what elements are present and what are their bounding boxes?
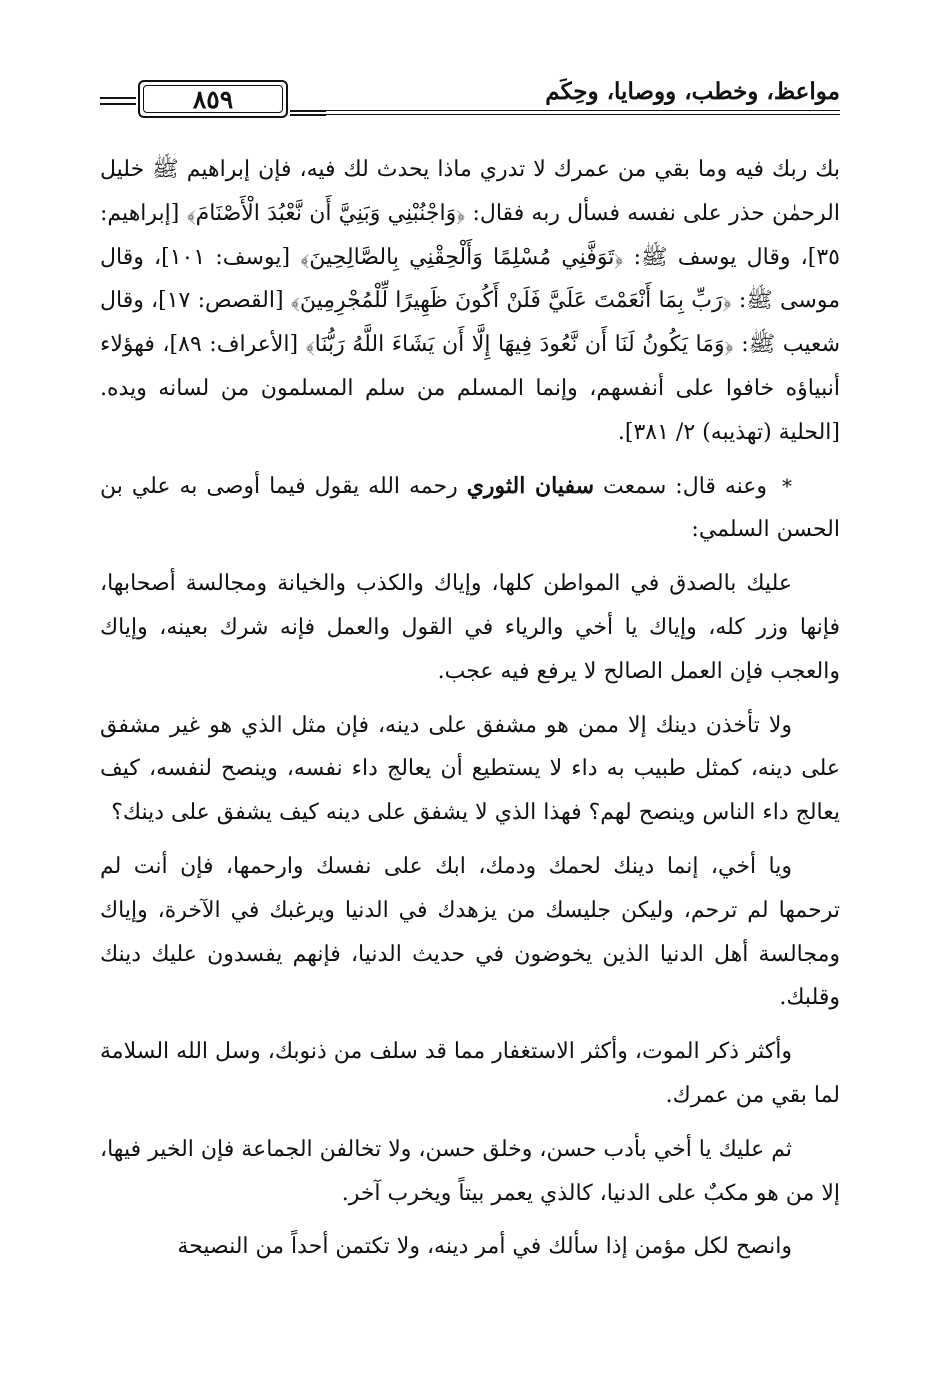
- quote-intro-paragraph: [100, 465, 840, 553]
- page-number-ornament: [100, 70, 325, 130]
- advice-paragraph: وانصح لكل مؤمن إذا سألك في أمر دينه، ولا تكتمن أحداً من النصيحة: [177, 1234, 792, 1260]
- bullet-asterisk: *: [782, 473, 792, 498]
- page-header: [100, 70, 840, 130]
- ornament-line: [100, 103, 136, 105]
- intro-text-after: رحمه الله يقول فيما أوصى به علي بن الحسن السلمي:: [100, 473, 840, 543]
- advice-paragraph: عليك بالصدق في المواطن كلها، وإياك والكذب والخيانة ومجالسة أصحابها، فإنها وزر كله، وإياك يا أخي والرياء في القول والعمل فإنه شرك بعينه، وإياك والعجب فإن العمل الصالح لا يرفع فيه عجب.: [100, 571, 841, 684]
- page-body: [100, 148, 840, 1269]
- running-title: مواعظ، وخطب، ووصايا، وحِكَم: [545, 78, 840, 105]
- advice-paragraph: ولا تأخذن دينك إلا ممن هو مشفق على دينه، فإن مثل الذي هو غير مشفق على دينه، كمثل طبيب به داء لا يستطيع أن يعالج داء نفسه، وينصح لنفسه، كيف يعالج داء الناس وينصح لهم؟ فهذا الذي لا يشفق على دينه كيف يشفق على دينك؟: [100, 712, 840, 826]
- opening-paragraph: بك ربك فيه وما بقي من عمرك لا تدري ماذا يحدث لك فيه، فإن إبراهيم ﷺ خليل الرحمٰن حذر على نفسه فسأل ربه فقال: ﴿وَاجْنُبْنِي وَبَنِيَّ أَن نَّعْبُدَ الْأَصْنَامَ﴾ [إبراهيم: ٣٥]، وقال يوسف ﷺ: ﴿تَوَفَّنِي مُسْلِمًا وَأَلْحِقْنِي بِالصَّالِحِينَ﴾ [يوسف: ١٠١]، وقال موسى ﷺ: ﴿رَبِّ بِمَا أَنْعَمْتَ عَلَيَّ فَلَنْ أَكُونَ ظَهِيرًا لِّلْمُجْرِمِينَ﴾ [القصص: ١٧]، وقال شعيب ﷺ: ﴿وَمَا يَكُونُ لَنَا أَن نَّعُودَ فِيهَا إِلَّا أَن يَشَاءَ اللَّهُ رَبُّنَا﴾ [الأعراف: ٨٩]، فهؤلاء أنبياؤه خافوا على أنفسهم، وإنما المسلم من سلم المسلمون من لسانه ويده. [الحلية (تهذيبه) ٢/ ٣٨١].: [100, 157, 841, 445]
- ornament-line: [290, 110, 326, 112]
- advice-paragraph: ثم عليك يا أخي بأدب حسن، وخلق حسن، ولا تخالفن الجماعة فإن الخير فيها، إلا من هو مكبٌ على الدنيا، كالذي يعمر بيتاً ويخرب آخر.: [100, 1136, 840, 1206]
- header-rule: [325, 110, 840, 111]
- ornament-line: [100, 97, 136, 99]
- header-rule-secondary: [325, 114, 840, 115]
- advice-paragraph: ويا أخي، إنما دينك لحمك ودمك، ابك على نفسك وارحمها، فإن أنت لم ترحمها لم ترحم، وليكن جليسك من يزهدك في الدنيا ويرغبك في الآخرة، وإياك ومجالسة أهل الدنيا الذين يخوضون في حديث الدنيا، فإنهم يفسدون عليك دينك وقلبك.: [100, 853, 840, 1011]
- page-number-frame: [138, 80, 288, 118]
- ornament-line: [290, 114, 326, 116]
- advice-paragraph: وأكثر ذكر الموت، وأكثر الاستغفار مما قد سلف من ذنوبك، وسل الله السلامة لما بقي من عمرك.: [100, 1039, 840, 1108]
- scholar-name: سفيان الثوري: [466, 472, 595, 499]
- intro-text-before: وعنه قال: سمعت: [602, 473, 768, 499]
- page-number: ٨٥٩: [192, 85, 234, 114]
